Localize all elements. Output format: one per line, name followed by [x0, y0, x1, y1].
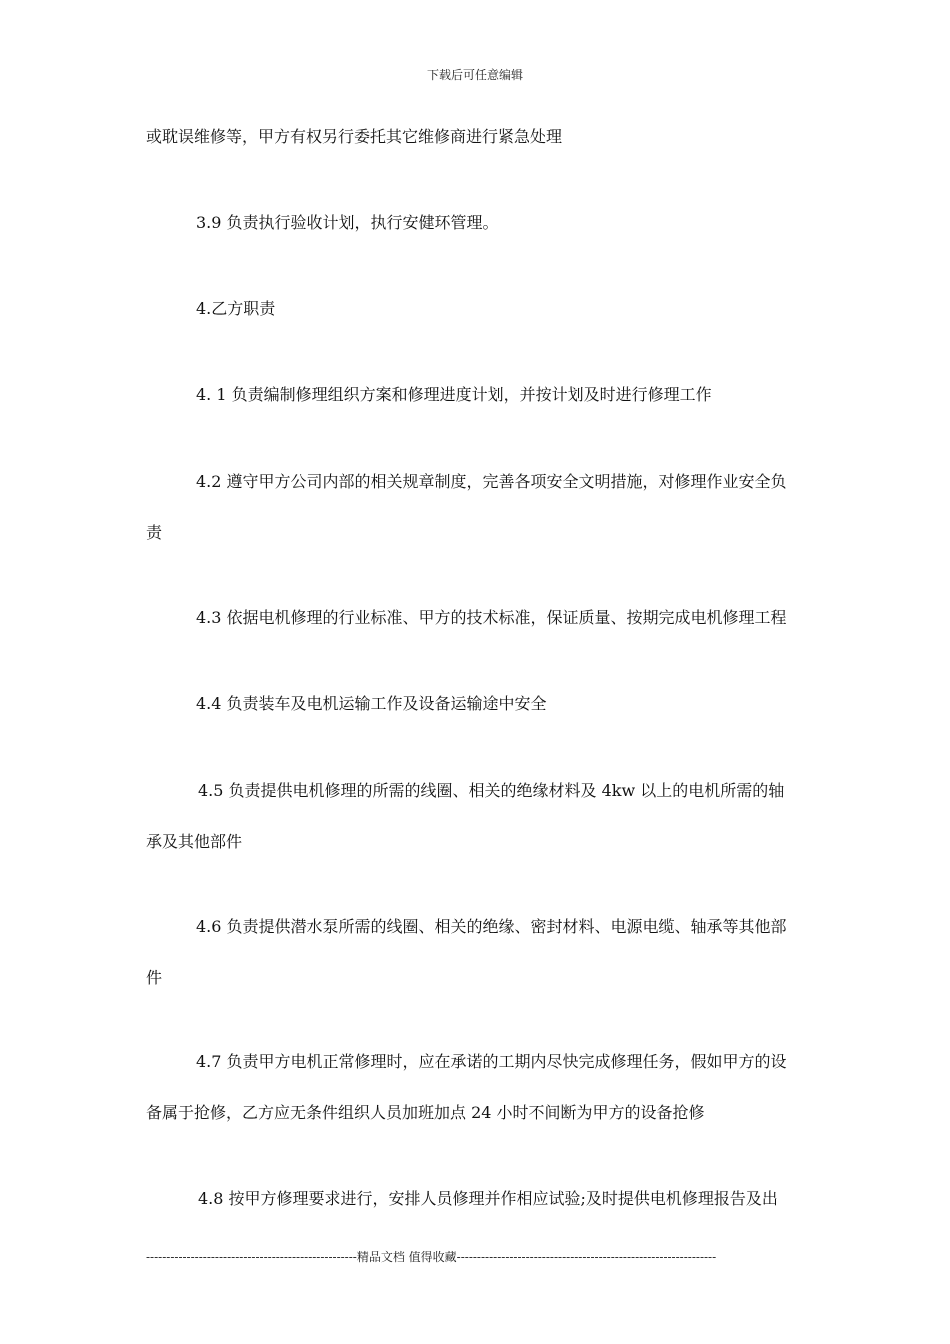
body-line: 4.6 负责提供潜水泵所需的线圈、相关的绝缘、密封材料、电源电缆、轴承等其他部: [196, 917, 787, 936]
body-line: 件: [146, 968, 163, 987]
page-footer: ----------------------------------------------------精品文档 值得收藏----------------------------------------------------------------: [146, 1250, 717, 1264]
body-line: 3.9 负责执行验收计划，执行安健环管理。: [196, 213, 499, 232]
body-line: 承及其他部件: [146, 832, 243, 851]
body-line: 4.3 依据电机修理的行业标准、甲方的技术标准，保证质量、按期完成电机修理工程: [196, 608, 787, 627]
body-line: 责: [146, 523, 163, 542]
body-line: 4.乙方职责: [196, 299, 276, 318]
body-line: 4.8 按甲方修理要求进行，安排人员修理并作相应试验;及时提供电机修理报告及出: [198, 1189, 778, 1208]
body-line: 4.4 负责装车及电机运输工作及设备运输途中安全: [196, 694, 547, 713]
page-header: 下载后可任意编辑: [426, 68, 523, 82]
body-line: 4.7 负责甲方电机正常修理时，应在承诺的工期内尽快完成修理任务，假如甲方的设: [196, 1052, 787, 1071]
body-line: 4.5 负责提供电机修理的所需的线圈、相关的绝缘材料及 4kw 以上的电机所需的轴: [198, 781, 785, 800]
body-line: 或耽误维修等，甲方有权另行委托其它维修商进行紧急处理: [146, 127, 563, 146]
body-line: 4.2 遵守甲方公司内部的相关规章制度，完善各项安全文明措施，对修理作业安全负: [196, 472, 787, 491]
body-line: 4. 1 负责编制修理组织方案和修理进度计划，并按计划及时进行修理工作: [196, 385, 712, 404]
body-line: 备属于抢修，乙方应无条件组织人员加班加点 24 小时不间断为甲方的设备抢修: [146, 1103, 705, 1122]
